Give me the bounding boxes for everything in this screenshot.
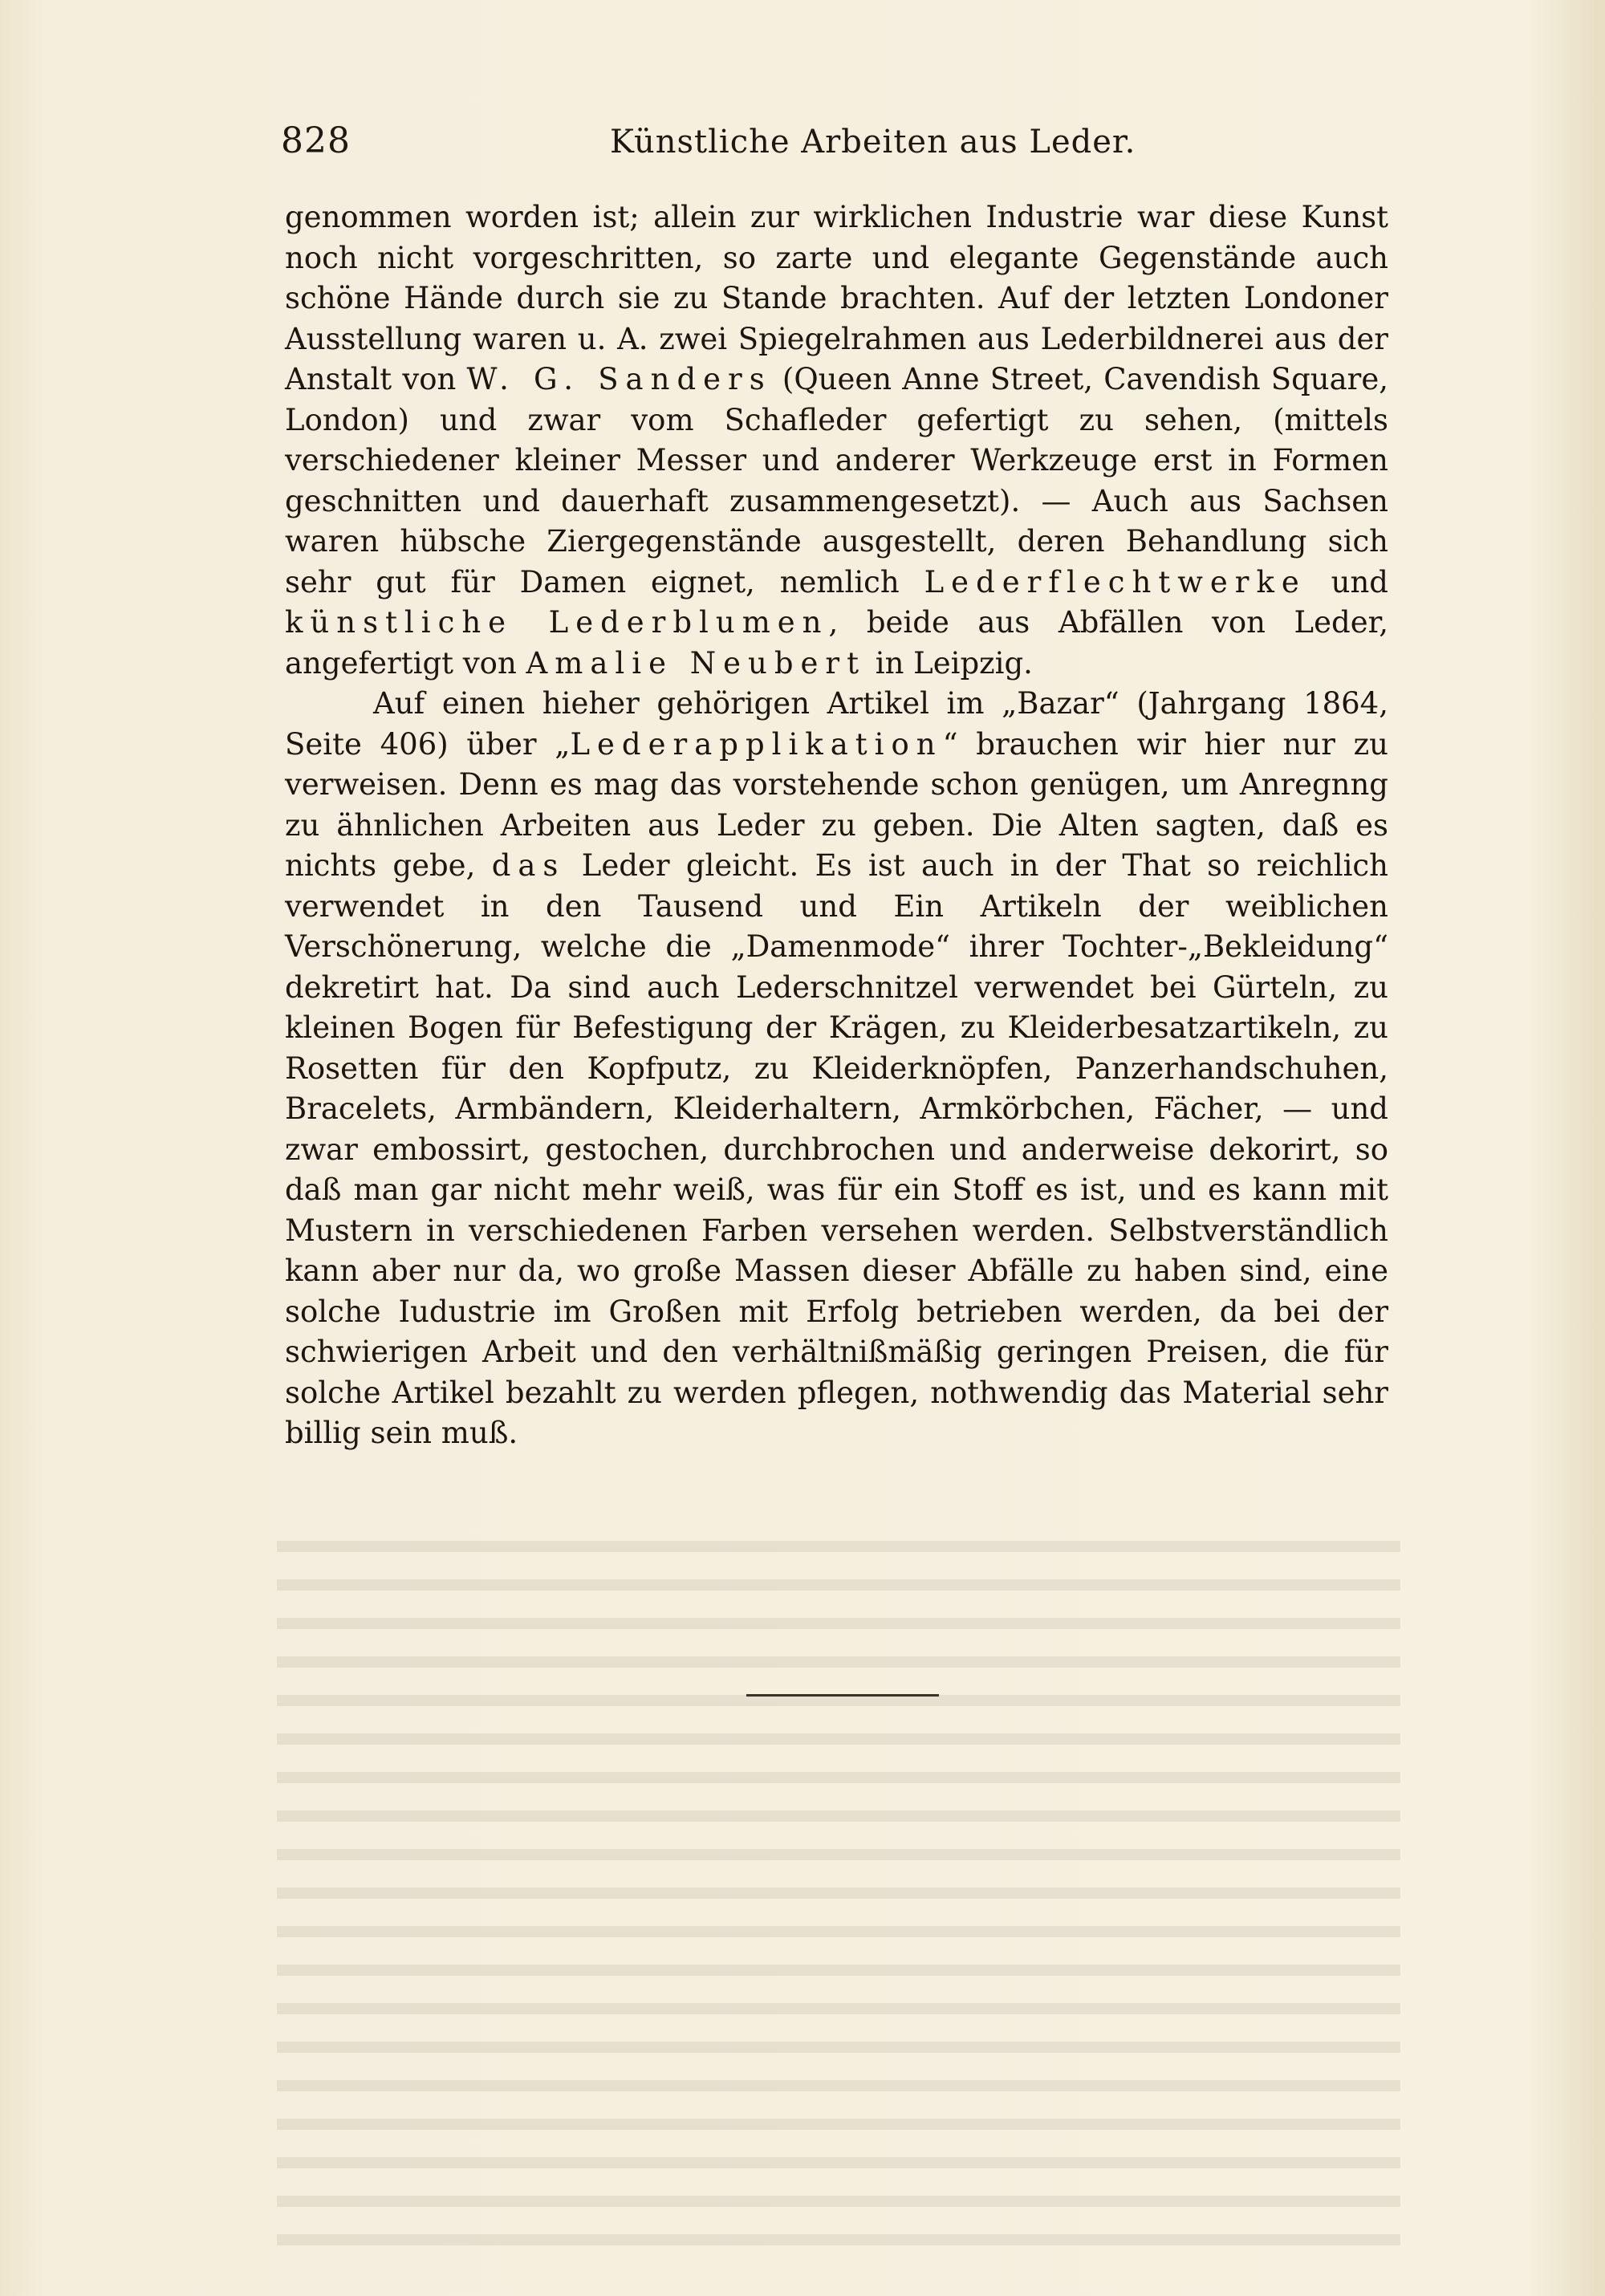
emphasis-term: Lederapplikation bbox=[570, 726, 943, 762]
emphasis-name: Amalie Neubert bbox=[526, 645, 866, 681]
section-divider bbox=[746, 1694, 939, 1697]
emphasis-name: W. G. Sanders bbox=[466, 362, 772, 396]
paragraph-2: Auf einen hieher gehörigen Artikel im „Bazar“ (Jahrgang 1864, Seite 406) über „Lederapplikation“ brauchen wir hier nur zu verweisen. Denn es mag das vorstehende schon genügen, um Anregnng zu ähnlichen Arbeiten aus Leder zu geben. Die Alten sagten, daß es nichts gebe, das Leder gleicht. Es ist auch in der That so reichlich verwendet in den Tausend und Ein Artikeln der weiblichen Verschönerung, welche die „Damenmode“ ihrer Tochter-„Bekleidung“ dekretirt hat. Da sind auch Lederschnitzel verwendet bei Gürteln, zu kleinen Bogen für Befestigung der Krägen, zu Kleiderbesatzartikeln, zu Rosetten für den Kopfputz, zu Kleiderknöpfen, Panzerhandschuhen, Bracelets, Armbändern, Kleiderhaltern, Armkörbchen, Fächer, — und zwar embossirt, gestochen, durchbrochen und anderweise dekorirt, so daß man gar nicht mehr weiß, was für ein Stoff es ist, und es kann mit Mustern in verschiedenen Farben versehen werden. Selbstverständlich kann aber nur da, wo große Massen dieser Abfälle zu haben sind, eine solche Iudustrie im Großen mit Erfolg betrieben werden, da bei der schwierigen Arbeit und den verhältnißmäßig geringen Preisen, die für solche Artikel bezahlt zu werden pflegen, nothwendig das Material sehr billig sein muß. bbox=[285, 686, 1388, 1450]
emphasis-term: Lederflechtwerke bbox=[924, 564, 1306, 599]
body-text bbox=[285, 197, 1388, 1454]
running-title: Künstliche Arbeiten aus Leder. bbox=[610, 124, 1136, 161]
page-header bbox=[281, 120, 1420, 169]
emphasis-term: künstliche Lederblumen bbox=[285, 605, 829, 640]
emphasis-word: das bbox=[491, 848, 566, 883]
show-through-text bbox=[277, 1541, 1400, 2247]
paragraph-1: genommen worden ist; allein zur wirklichen Industrie war diese Kunst noch nicht vorgeschritten, so zarte und elegante Gegenstände auch schöne Hände durch sie zu Stande brachten. Auf der letzten Londoner Ausstellung waren u. A. zwei Spiegelrahmen aus Lederbildnerei aus der Anstalt von W. G. Sanders (Queen Anne Street, Cavendish Square, London) und zwar vom Schafleder gefertigt zu sehen, (mittels verschiedener kleiner Messer und anderer Werkzeuge erst in Formen geschnitten und dauerhaft zusammengesetzt). — Auch aus Sachsen waren hübsche Ziergegenstände ausgestellt, deren Behandlung sich sehr gut für Damen eignet, nemlich Lederflechtwerke und künstliche Lederblumen, beide aus Abfällen von Leder, angefertigt von Amalie Neubert in Leipzig. bbox=[285, 200, 1388, 681]
page-number: 828 bbox=[281, 120, 351, 161]
